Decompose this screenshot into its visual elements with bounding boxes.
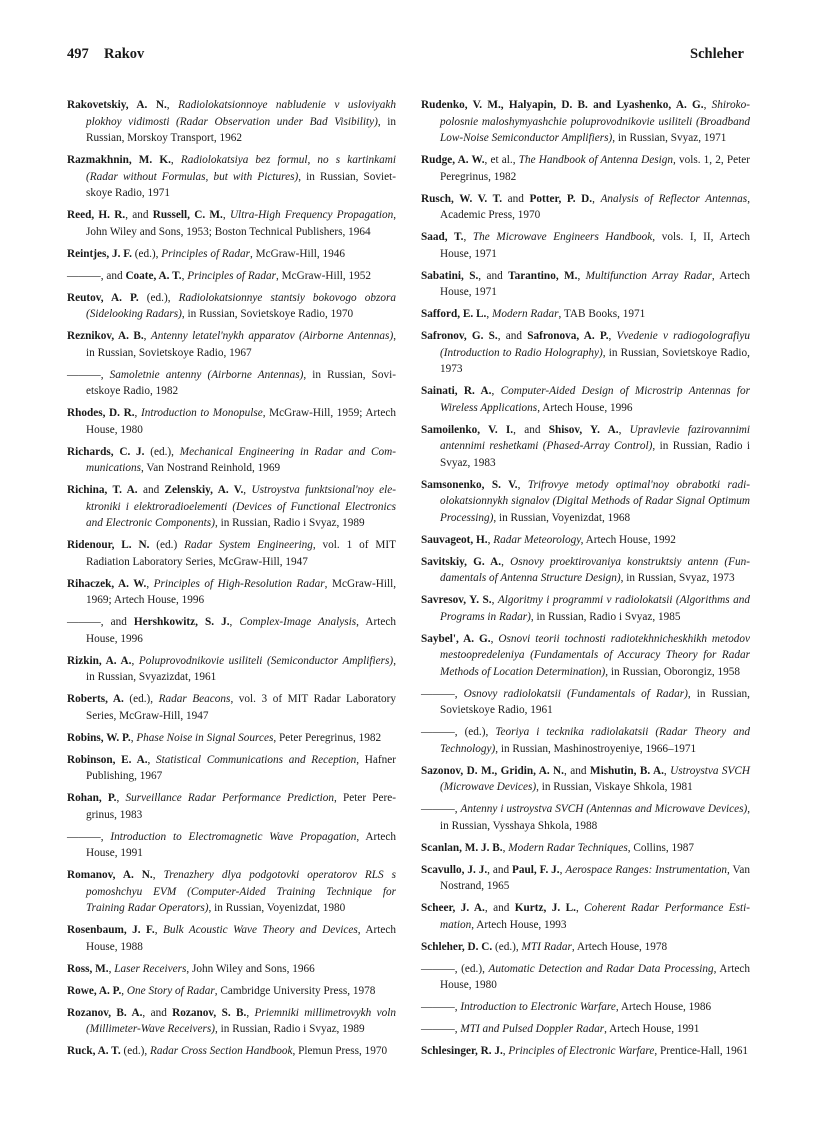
- entry-text: ,: [502, 841, 509, 854]
- entry-title: Trifrovye metody optimal'noy obrabotki radiolokatsionnykh signalov (Digital Methods of Radar Signal Optimum Processing): [440, 478, 751, 524]
- bibliography-entry: [67, 1043, 396, 1060]
- entry-text: ,: [170, 154, 181, 166]
- entry-title: Multifunction Array Radar: [585, 269, 712, 282]
- entry-text: ,: [229, 616, 240, 628]
- entry-text: ,: [181, 269, 188, 282]
- entry-title: Surveillance Radar Performance Prediction: [125, 792, 335, 804]
- bibliography-entry: [421, 554, 750, 587]
- entry-text: , in Russian, Voyenizdat, 1980: [208, 902, 346, 914]
- bibliography-entry: [421, 900, 750, 933]
- entry-text: (ed.),: [138, 291, 179, 304]
- entry-text: ,: [116, 792, 126, 804]
- entry-text: , Prentice-Hall, 1961: [654, 1045, 749, 1057]
- bibliography-entry: [421, 477, 750, 527]
- entry-title: Aerospace Ranges: Instrumentation,: [565, 863, 730, 876]
- entry-title: Introduction to Electronic Warfare: [460, 1001, 616, 1013]
- bibliography-entry: [67, 290, 396, 323]
- entry-title: Samoletnie antenny (Airborne Antennas): [109, 368, 304, 381]
- entry-text: , in Russian, Radio i Svyaz, 1989: [214, 517, 365, 529]
- bibliography-entry: [67, 614, 396, 647]
- bibliography-entry: [421, 229, 750, 262]
- entry-author: Scanlan, M. J. B.: [421, 841, 503, 854]
- entry-title: Laser Receivers: [114, 962, 187, 975]
- entry-text: ,: [121, 984, 127, 997]
- page-number: 497: [67, 46, 89, 62]
- bibliography-entry: [421, 862, 750, 895]
- entry-author: Ross, M.: [67, 962, 109, 975]
- entry-text: ,: [517, 478, 528, 491]
- entry-author: Savresov, Y. S.: [421, 594, 492, 606]
- bibliography-entry: [421, 383, 750, 416]
- entry-title: Introduction to Monopulse: [140, 407, 263, 419]
- entry-text: ,: [463, 231, 473, 243]
- entry-title: Analysis of Reflector Antennas: [600, 192, 748, 205]
- entry-text: , Artech House, 1993: [471, 918, 567, 931]
- entry-author: Safronov, G. S.: [421, 330, 498, 342]
- entry-text: , Artech House, 1986: [615, 1001, 712, 1013]
- entry-text: ,: [559, 863, 566, 876]
- entry-author: Reintjes, J. F.: [67, 247, 132, 260]
- bibliography-entry: [67, 983, 396, 1000]
- bibliography-entry: [67, 537, 396, 570]
- entry-text: , Plemun Press, 1970: [292, 1045, 388, 1057]
- entry-text: vols. 1, 2, Peter Peregrinus, 1982: [440, 154, 750, 183]
- page-header: [67, 46, 744, 66]
- entry-title: The Microwave Engineers Handbook,: [472, 231, 656, 243]
- bibliography-entry: [67, 405, 396, 438]
- bibliography-entry: [67, 730, 396, 747]
- bibliography-entry: [421, 1021, 750, 1038]
- entry-author: Razmakhnin, M. K.: [67, 154, 171, 166]
- bibliography-entry: [421, 191, 750, 224]
- entry-author: Ruck, A. T.: [67, 1045, 121, 1057]
- entry-text: ,: [491, 385, 501, 397]
- entry-title: Introduction to Electromagnetic Wave Propagation: [110, 830, 357, 843]
- entry-title: Trenazhery dlya podgotovki operatorov RLS s pomoshchyu EVM (Computer-Aided Training Technique for Training Radar Operators): [86, 869, 396, 914]
- entry-author: Zelenskiy, A. V.: [164, 484, 244, 496]
- entry-text: ,: [501, 555, 511, 568]
- entry-text: , in Russian, Radio i Svyaz, 1983: [440, 440, 750, 469]
- bibliography-entry: [421, 532, 750, 549]
- entry-text: , and: [497, 330, 528, 342]
- entry-text: ,: [246, 1006, 255, 1019]
- bibliography-entry: [421, 763, 750, 796]
- entry-text: (ed.),: [131, 247, 162, 260]
- entry-title: Radar Meteorology,: [493, 533, 584, 546]
- entry-title: Ustroystva SVCH (Microwave Devices): [440, 764, 751, 793]
- entry-text: , in Russian, Morskoy Transport, 1962: [86, 115, 396, 144]
- entry-text: , vol. 3 of MIT Radar Laboratory Series, McGraw-Hill, 1947: [86, 693, 396, 722]
- bibliography-entry: [421, 939, 750, 956]
- bibliography-entry: [67, 328, 396, 361]
- entry-text: , in Russian, Viskaye Shkola, 1981: [536, 781, 693, 793]
- entry-text: , McGraw-Hill, 1969; Artech House, 1996: [86, 577, 397, 606]
- entry-text: and: [502, 192, 530, 205]
- entry-text: (ed.),: [492, 940, 522, 953]
- entry-text: ———,: [421, 687, 464, 700]
- entry-title: Mechanical Engineering in Radar and Communications: [86, 445, 396, 474]
- entry-title: Teoriya i tecknika radiolakatsii (Radar Theory and Technology): [440, 726, 750, 755]
- entry-text: , John Wiley and Sons, 1953; Boston Technical Publishers, 1964: [86, 209, 397, 238]
- entry-text: , vol. 1 of MIT Radiation Laboratory Series, McGraw-Hill, 1947: [86, 539, 396, 568]
- entry-author: Richina, T. A.: [67, 484, 138, 496]
- entry-text: ,: [147, 753, 157, 766]
- entry-text: ,: [166, 99, 179, 111]
- entry-author: Rudge, A. W.: [421, 154, 485, 166]
- entry-text: , and: [125, 209, 153, 221]
- entry-title: Shirokopolosnie maloshymyashchie poluprovodnikovie usiliteli (Broadband Low-Noise Semiconductor Amplifiers): [440, 99, 751, 144]
- entry-text: , et al.,: [484, 154, 519, 166]
- entry-text: ———, and: [67, 616, 134, 628]
- entry-title: One Story of Radar: [126, 984, 215, 997]
- bibliography-entry: [421, 592, 750, 625]
- entry-text: , Artech House, 1996: [86, 616, 396, 645]
- entry-title: Ustroystva funktsional'noy elektroniki i elektroradioelementi (Devices of Functional Electronics and Electronic Components): [86, 484, 396, 529]
- entry-author: Rozanov, S. B.: [172, 1006, 247, 1019]
- bibliography-entry: [67, 653, 396, 686]
- entry-text: , TAB Books, 1971: [558, 308, 646, 320]
- entry-author: Rhodes, D. R.: [67, 407, 135, 419]
- entry-text: , in Russian, Radio i Svyaz, 1985: [530, 610, 681, 623]
- entry-title: Principles of High-Resolution Radar: [153, 577, 325, 590]
- entry-author: Potter, P. D.: [529, 192, 593, 205]
- entry-title: Coherent Radar Performance Estimation: [440, 902, 750, 931]
- entry-title: Principles of Radar: [187, 269, 276, 282]
- entry-text: , and: [478, 269, 509, 282]
- header-first-entry: Rakov: [104, 46, 145, 62]
- entry-title: Principles of Radar: [161, 247, 251, 260]
- entry-text: , McGraw-Hill, 1946: [250, 247, 346, 260]
- entry-title: Antenny i ustroystva SVCH (Antennas and Microwave Devices): [460, 803, 748, 815]
- entry-text: ———, (ed.),: [421, 962, 489, 975]
- entry-text: , McGraw-Hill, 1952: [275, 269, 371, 282]
- entry-author: Reutov, A. P.: [67, 291, 139, 304]
- entry-title: Radiolokatsionnoye nabludenie v usloviyakh plokhoy vidimosti (Radar Observation under Bad Visibility): [86, 99, 396, 128]
- entry-title: Osnovy proektirovaniya konstruktsiy antenn (Fundamentals of Antenna Structure Design): [440, 555, 750, 584]
- entry-author: Robinson, E. A.: [67, 753, 148, 766]
- entry-text: , in Russian, Svyaz, 1973: [620, 572, 735, 584]
- entry-text: , Peter Peregrinus, 1983: [86, 792, 396, 821]
- entry-text: , in Russian, Radio i Svyaz, 1989: [215, 1023, 365, 1035]
- entry-text: , in Russian, Sovietskoye Radio, 1967: [86, 330, 396, 359]
- entry-text: ,: [130, 731, 137, 744]
- entry-author: Hershkowitz, S. J.: [133, 616, 230, 628]
- entry-title: Vvedenie v radiogolografiyu (Introduction to Radio Holography): [440, 330, 750, 359]
- entry-author: Samsonenko, S. V.: [421, 478, 518, 491]
- entry-text: , Collins, 1987: [627, 841, 695, 854]
- bibliography-entry: [421, 840, 750, 857]
- entry-author: Robins, W. P.: [67, 731, 131, 744]
- bibliography-entry: [421, 306, 750, 323]
- entry-text: ,: [487, 533, 494, 546]
- entry-text: and: [137, 484, 165, 496]
- entry-author: Schleher, D. C.: [421, 940, 493, 953]
- entry-title: Radar Cross Section Handbook: [150, 1045, 293, 1057]
- bibliography-entry: [67, 444, 396, 477]
- entry-text: , in Russian, Vysshaya Shkola, 1988: [440, 803, 751, 832]
- entry-author: Rudenko, V. M., Halyapin, D. B. and Lyashenko, A. G.: [421, 99, 704, 111]
- entry-author: Rizkin, A. A.: [67, 654, 132, 667]
- entry-title: Radiolokatsiya bez formul, no s kartinkami (Radar without Formulas, but with Pictures): [86, 154, 397, 183]
- entry-text: , and: [484, 902, 515, 914]
- entry-text: ,: [502, 1045, 509, 1057]
- entry-author: Rihaczek, A. W.: [67, 577, 147, 590]
- entry-text: ,: [108, 962, 115, 975]
- bibliography-entry: [67, 367, 396, 400]
- entry-text: , in Russian, Sovietskoye Radio, 1982: [86, 368, 396, 397]
- entry-author: Richards, C. J.: [67, 445, 145, 458]
- entry-text: ,: [222, 209, 230, 221]
- entry-text: ,: [243, 484, 252, 496]
- entry-author: Paul, F. J.: [512, 863, 560, 876]
- entry-text: , McGraw-Hill, 1959; Artech House, 1980: [86, 407, 397, 436]
- bibliography-entry: [67, 246, 396, 263]
- bibliography-entry: [67, 922, 396, 955]
- entry-text: , in Russian, Mashinostroyeniye, 1966–1971: [495, 742, 697, 755]
- entry-text: ,: [143, 330, 151, 342]
- entry-author: Shisov, Y. A.: [548, 423, 619, 436]
- entry-text: , John Wiley and Sons, 1966: [186, 962, 315, 975]
- entry-text: ———, (ed.),: [421, 726, 496, 738]
- entry-author: Rozanov, B. A.: [67, 1006, 143, 1019]
- entry-text: ,: [146, 577, 154, 590]
- entry-text: , in Russian, Sovietskoye Radio, 1973: [440, 346, 750, 375]
- entry-author: Schlesinger, R. J.: [421, 1045, 503, 1057]
- bibliography-entry: [421, 422, 750, 472]
- entry-text: ———,: [421, 803, 461, 815]
- entry-text: , and: [564, 764, 590, 777]
- entry-text: , in Russian, Voyenizdat, 1968: [493, 511, 631, 524]
- entry-title: Computer-Aided Design of Microstrip Antennas for Wireless Applications: [440, 385, 751, 414]
- entry-text: ,: [663, 764, 671, 777]
- entry-title: Principles of Electronic Warfare: [508, 1045, 655, 1057]
- bibliography-entry: [421, 961, 750, 994]
- bibliography-entry: [421, 97, 750, 147]
- entry-author: Saad, T.: [421, 231, 464, 243]
- entry-text: ,: [577, 269, 586, 282]
- bibliography-entry: [67, 152, 396, 202]
- entry-text: , Artech House, 1988: [86, 924, 397, 953]
- entry-text: (ed.),: [144, 445, 180, 458]
- entry-text: ,: [618, 423, 630, 436]
- bibliography-entry: [421, 631, 750, 681]
- entry-title: Ultra-High Frequency Propagation: [229, 209, 394, 221]
- entry-author: Samoilenko, V. I.: [421, 423, 514, 436]
- entry-title: Upravlevie fazirovannimi antennimi reshetkami (Phased-Array Control): [440, 423, 750, 452]
- entry-author: Kurtz, J. L.: [514, 902, 576, 914]
- entry-text: , in Russian, Svyaz, 1971: [612, 132, 727, 144]
- entry-text: , Hafner Publishing, 1967: [86, 753, 397, 782]
- entry-author: Russell, C. M.: [152, 209, 223, 221]
- entry-author: Sazonov, D. M., Gridin, A. N.: [421, 764, 564, 777]
- entry-title: Radar System Engineering: [184, 539, 313, 551]
- entry-text: , Artech House, 1980: [440, 962, 750, 991]
- entry-author: Safronova, A. P.: [527, 330, 609, 342]
- entry-author: Roberts, A.: [67, 693, 124, 705]
- entry-text: ,: [134, 407, 141, 419]
- entry-text: Artech House, 1992: [583, 533, 676, 546]
- entry-text: , in Russian, Sovietskoye Radio, 1971: [86, 170, 396, 199]
- bibliography-entry: [67, 268, 396, 285]
- entry-author: Rosenbaum, J. F.: [67, 924, 155, 936]
- entry-text: , in Russian, Svyazizdat, 1961: [86, 654, 396, 683]
- bibliography-entry: [67, 207, 396, 240]
- bibliography-entry: [67, 97, 396, 147]
- entry-author: Reznikov, A. B.: [67, 330, 144, 342]
- entry-text: ———,: [67, 368, 110, 381]
- bibliography-entry: [421, 686, 750, 719]
- entry-author: Reed, H. R.: [67, 209, 126, 221]
- bibliography-entry: [421, 999, 750, 1016]
- entry-title: Radar Beacons: [158, 693, 231, 705]
- entry-text: , Artech House, 1978: [571, 940, 668, 953]
- bibliography-entry: [421, 328, 750, 378]
- entry-text: ———,: [421, 1001, 461, 1013]
- entry-text: ,: [486, 308, 492, 320]
- entry-text: ,: [131, 654, 139, 667]
- entry-title: Statistical Communications and Reception: [156, 753, 357, 766]
- entry-text: vols. I, II, Artech House, 1971: [440, 231, 751, 260]
- entry-title: Poluprovodnikovie usiliteli (Semiconductor Amplifiers): [138, 654, 394, 667]
- entry-author: Safford, E. L.: [421, 308, 487, 320]
- entry-text: ,: [703, 99, 712, 111]
- header-last-entry: Schleher: [690, 46, 744, 62]
- entry-text: , Peter Peregrinus, 1982: [273, 731, 382, 744]
- entry-author: Coate, A. T.: [125, 269, 182, 282]
- entry-title: Algoritmy i programmi v radiolokatsii (Algorithms and Programs in Radar): [440, 594, 750, 623]
- bibliography-entry: [421, 268, 750, 301]
- entry-author: Rakovetskiy, A. N.: [67, 99, 167, 111]
- entry-text: ,: [491, 594, 498, 606]
- entry-text: ,: [575, 902, 585, 914]
- entry-title: Modern Radar Techniques: [508, 841, 628, 854]
- entry-author: Rohan, P.: [67, 792, 117, 804]
- bibliography-entry: [67, 961, 396, 978]
- entry-text: , Artech House, 1991: [604, 1023, 700, 1035]
- entry-title: Radiolokatsionnye stantsiy bokovogo obzora (Sidelooking Radars): [86, 291, 397, 320]
- bibliography-entry: [421, 801, 750, 834]
- entry-title: Priemniki millimetrovykh voln (Millimeter-Wave Receivers): [86, 1006, 397, 1035]
- bibliography-entry: [67, 1005, 396, 1038]
- entry-author: Saybel', A. G.: [421, 632, 491, 645]
- entry-author: Rowe, A. P.: [67, 984, 122, 997]
- bibliography-entry: [67, 576, 396, 609]
- entry-text: ,: [608, 330, 617, 342]
- entry-author: Savitskiy, G. A.: [421, 555, 502, 568]
- bibliography-entry: [67, 790, 396, 823]
- bibliography-entry: [67, 691, 396, 724]
- bibliography-entry: [421, 1043, 750, 1060]
- entry-title: Automatic Detection and Radar Data Processing: [488, 962, 714, 975]
- entry-title: Complex-Image Analysis: [239, 616, 357, 628]
- entry-author: Sainati, R. A.: [421, 385, 492, 397]
- entry-text: , and: [142, 1006, 173, 1019]
- bibliography-entry: [421, 724, 750, 757]
- entry-text: (ed.),: [120, 1045, 151, 1057]
- entry-title: Osnovi teorii tochnosti radiotekhnicheskhikh metodov mestoopredeleniya (Fundamentals of Accuracy Theory for Radar Methods of Location Determination): [440, 632, 751, 678]
- entry-author: Sauvageot, H.: [421, 533, 488, 546]
- entry-text: ,: [154, 924, 163, 936]
- bibliography-entry: [67, 482, 396, 532]
- entry-author: Mishutin, B. A.: [589, 764, 664, 777]
- entry-title: Modern Radar: [491, 308, 559, 320]
- entry-text: , Academic Press, 1970: [440, 192, 750, 221]
- entry-text: (ed.),: [123, 693, 159, 705]
- entry-text: , Artech House, 1991: [86, 830, 397, 859]
- entry-title: Osnovy radiolokatsii (Fundamentals of Radar): [463, 687, 688, 700]
- bibliography-entry: [67, 829, 396, 862]
- entry-title: Phase Noise in Signal Sources: [136, 731, 274, 744]
- entry-title: Antenny letatel'nykh apparatov (Airborne Antennas): [150, 330, 394, 342]
- entry-text: ———,: [67, 830, 111, 843]
- entry-text: , in Russian, Sovietskoye Radio, 1961: [440, 687, 750, 716]
- left-column: [67, 97, 396, 1065]
- entry-text: ,: [152, 869, 164, 881]
- bibliography-entry: [67, 752, 396, 785]
- entry-title: The Handbook of Antenna Design,: [518, 154, 676, 166]
- entry-text: , in Russian, Oborongiz, 1958: [605, 665, 740, 678]
- bibliography-entry: [421, 152, 750, 185]
- entry-text: , Cambridge University Press, 1978: [214, 984, 376, 997]
- entry-author: Romanov, A. N.: [67, 869, 153, 881]
- entry-title: MTI and Pulsed Doppler Radar: [460, 1023, 605, 1035]
- entry-text: , Artech House, 1996: [537, 401, 633, 414]
- entry-text: ———,: [421, 1023, 461, 1035]
- entry-title: Bulk Acoustic Wave Theory and Devices: [163, 924, 358, 936]
- bibliography-entry: [67, 867, 396, 917]
- entry-text: (ed.): [149, 539, 185, 551]
- entry-text: ,: [490, 632, 499, 645]
- entry-author: Scavullo, J. J.: [421, 863, 488, 876]
- entry-text: ———, and: [67, 269, 126, 282]
- entry-author: Rusch, W. V. T.: [421, 192, 503, 205]
- entry-author: Sabatini, S.: [421, 269, 479, 282]
- right-column: [421, 97, 750, 1065]
- entry-author: Ridenour, L. N.: [67, 539, 150, 551]
- entry-text: ,: [592, 192, 601, 205]
- entry-author: Tarantino, M.: [508, 269, 578, 282]
- entry-text: , and: [487, 863, 513, 876]
- entry-text: , Artech House, 1971: [440, 269, 751, 298]
- entry-text: , and: [513, 423, 549, 436]
- entry-title: MTI Radar: [521, 940, 572, 953]
- entry-text: , Van Nostrand Reinhold, 1969: [141, 462, 281, 474]
- entry-text: Van Nostrand, 1965: [440, 863, 750, 892]
- entry-text: , in Russian, Sovietskoye Radio, 1970: [181, 308, 354, 320]
- entry-author: Scheer, J. A.: [421, 902, 485, 914]
